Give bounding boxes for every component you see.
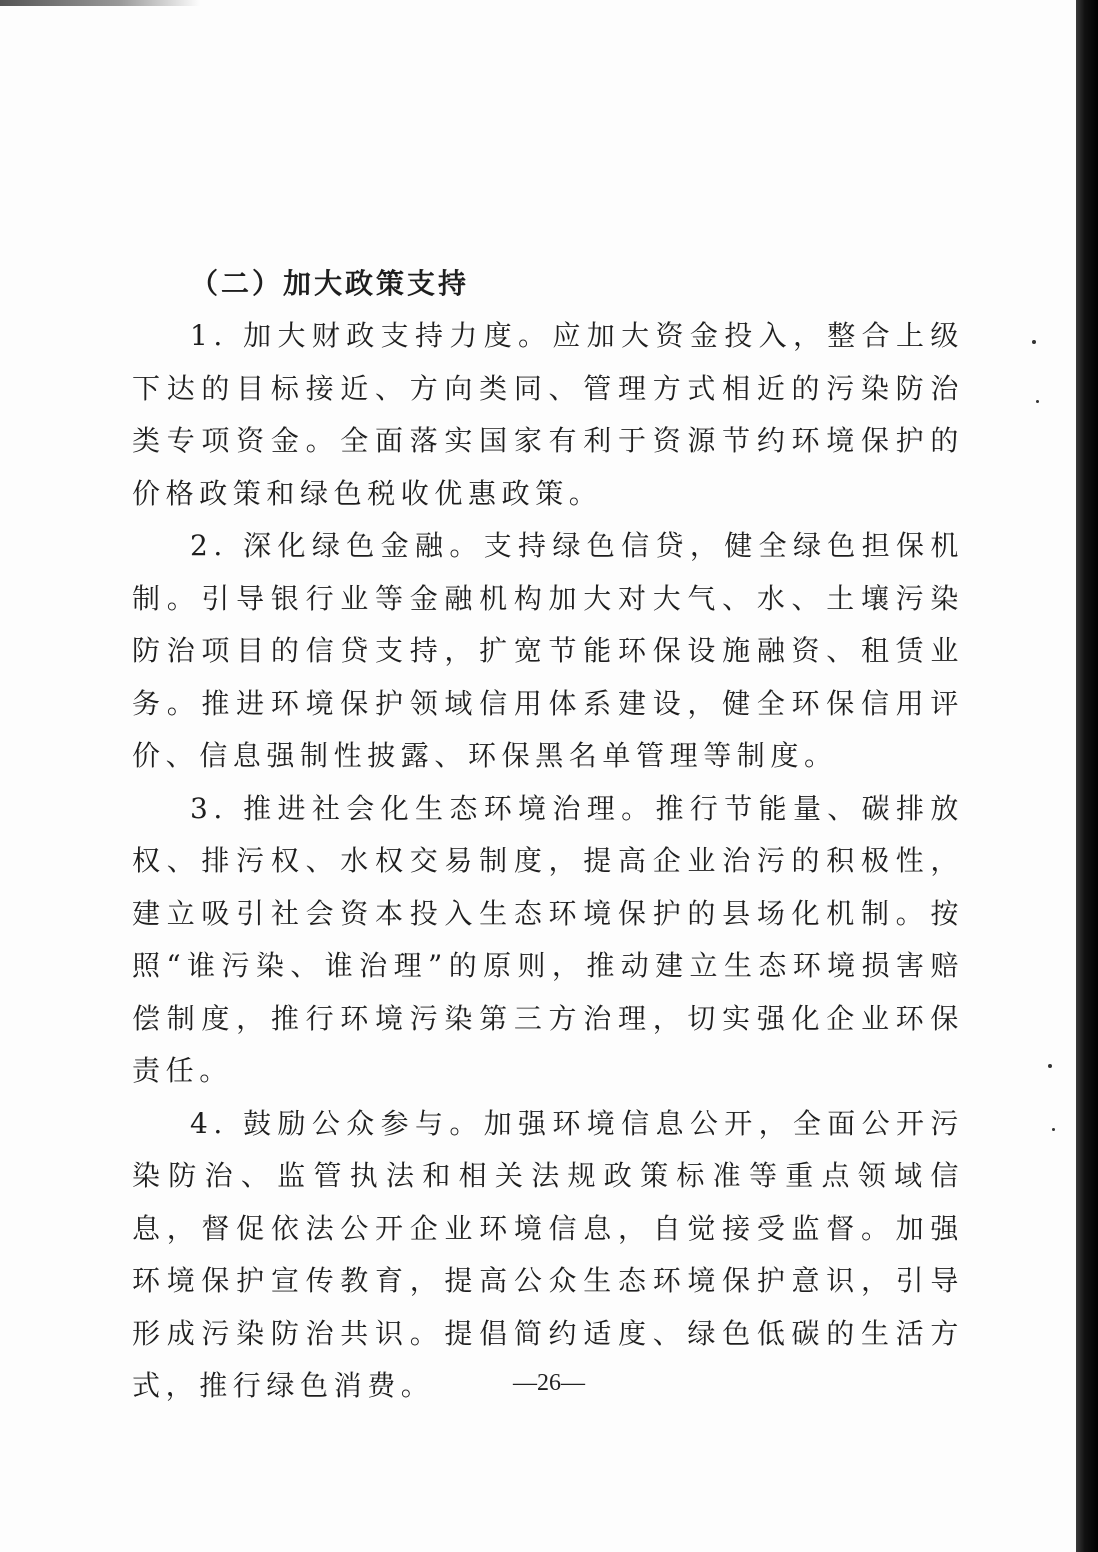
- scan-speck: [1052, 1128, 1055, 1131]
- scan-speck: [1036, 400, 1039, 403]
- scan-speck: [1048, 1064, 1052, 1068]
- paragraph-financial-support: 1. 加大财政支持力度。应加大资金投入，整合上级下达的目标接近、方向类同、管理方式相近的污染防治类专项资金。全面落实国家有利于资源节约环境保护的价格政策和绿色税收优惠政策。: [132, 319, 964, 510]
- scan-edge-shadow: [1076, 0, 1098, 1552]
- document-body: [132, 258, 964, 1413]
- paragraph-green-finance: 2. 深化绿色金融。支持绿色信贷，健全绿色担保机制。引导银行业等金融机构加大对大气、水、土壤污染防治项目的信贷支持，扩宽节能环保设施融资、租赁业务。推进环境保护领域信用体系建设，健全环保信用评价、信息强制性披露、环保黑名单管理等制度。: [132, 529, 964, 772]
- section-heading: （二）加大政策支持: [190, 267, 470, 300]
- paragraph-public-participation: 4. 鼓励公众参与。加强环境信息公开，全面公开污染防治、监管执法和相关法规政策标准等重点领域信息，督促依法公开企业环境信息，自觉接受监督。加强环境保护宣传教育，提高公众生态环境保护意识，引导形成污染防治共识。提倡简约适度、绿色低碳的生活方式，推行绿色消费。: [132, 1106, 964, 1402]
- paragraph-social-governance: 3. 推进社会化生态环境治理。推行节能量、碳排放权、排污权、水权交易制度，提高企业治污的积极性，建立吸引社会资本投入生态环境保护的县场化机制。按照“谁污染、谁治理”的原则，推动建立生态环境损害赔偿制度，推行环境污染第三方治理，切实强化企业环保责任。: [132, 791, 964, 1087]
- scan-edge-top-shadow: [0, 0, 200, 6]
- scan-speck: [1032, 340, 1036, 344]
- page-number: —26—: [513, 1370, 585, 1396]
